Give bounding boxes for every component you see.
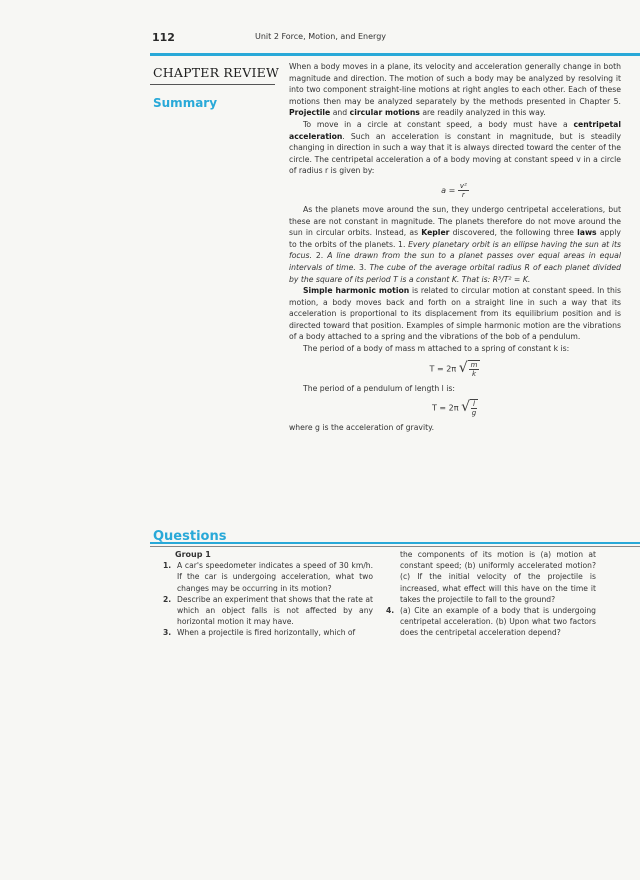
summary-body bbox=[289, 61, 621, 434]
summary-paragraph-7: where g is the acceleration of gravity. bbox=[289, 423, 435, 433]
questions-left-column bbox=[163, 549, 373, 639]
question-3-continued: the components of its motion is (a) motion at constant speed; (b) uniformly accelerated motion? (c) If the initial velocity of the projectile is increased, what effect will this have on the time it takes the projectile to fall to the ground? bbox=[400, 550, 596, 604]
questions-thin-rule bbox=[150, 546, 640, 547]
summary-paragraph-2: To move in a circle at constant speed, a body must have a centripetal acceleration. Such an acceleration is constant in magnitude, but is steadily changing in direction in such a way that it is always directed toward the center of the circle. The centripetal acceleration a of a body moving at constant speed v in a circle of radius r is given by: bbox=[289, 119, 621, 176]
centripetal-equation: a = $\frac{\text{v²}}{r}$ bbox=[441, 181, 467, 199]
summary-paragraph-1: When a body moves in a plane, its velocity and acceleration generally change in both magnitude and direction. The motion of such a body may be analyzed by resolving it into two component straight-line motions at right angles to each other. Each of these motions then may be analyzed separately by the methods presented in Chapter 5. Projectile and circular motions are readily analyzed in this way. bbox=[289, 62, 621, 118]
chapter-review-title: CHAPTER REVIEW bbox=[153, 65, 280, 80]
chapter-review-rule bbox=[150, 53, 640, 56]
question-item: 4. (a) Cite an example of a body that is undergoing centripetal acceleration. (b) Upon what two factors does the centripetal acceleration depend? bbox=[386, 606, 596, 638]
spring-period-equation: T = 2π √ $\frac{m}{k}$ bbox=[289, 360, 621, 378]
running-header: Unit 2 Force, Motion, and Energy bbox=[255, 32, 386, 41]
summary-paragraph-3: As the planets move around the sun, they undergo centripetal accelerations, but these are not constant in magnitude. The planets therefore do not move around the sun in circular orbits. Instead, as Kepler discovered, the following three laws apply to the orbits of the planets. 1. Every planetary orbit is an ellipse having the sun at its focus. 2. A line drawn from the sun to a planet passes over equal areas in equal intervals of time. 3. The cube of the average orbital radius R of each planet divided by the square of its period T is a constant K. That is: R³/T² = K. bbox=[289, 204, 621, 284]
question-group-heading: Group 1 bbox=[175, 550, 211, 559]
summary-paragraph-6: The period of a pendulum of length l is: bbox=[303, 383, 455, 393]
chapter-title-underline bbox=[150, 84, 275, 85]
questions-heading: Questions bbox=[153, 529, 227, 544]
questions-right-column bbox=[386, 549, 596, 639]
summary-paragraph-5: The period of a body of mass m attached to a spring of constant k is: bbox=[303, 344, 570, 354]
question-item: 2. Describe an experiment that shows that the rate at which an object falls is not affected by any horizontal motion it may have. bbox=[163, 594, 373, 627]
question-item: 1. A car's speedometer indicates a speed of 30 km/h. If the car is undergoing acceleration, what two changes may be occurring in its motion? bbox=[163, 561, 373, 593]
question-item: 3. When a projectile is fired horizontally, which of bbox=[163, 628, 356, 638]
summary-heading: Summary bbox=[153, 96, 218, 110]
pendulum-period-equation: T = 2π √ $\frac{l}{g}$ bbox=[431, 399, 477, 418]
page-number: 112 bbox=[152, 31, 175, 44]
summary-paragraph-4: Simple harmonic motion is related to circular motion at constant speed. In this motion, a body moves back and forth on a straight line in such a way that its acceleration is proportional to its displacement from its equilibrium position and is directed toward that position. Examples of simple harmonic motion are the vibrations of a body attached to a spring and the vibrations of the bob of a pendulum. bbox=[289, 286, 621, 342]
